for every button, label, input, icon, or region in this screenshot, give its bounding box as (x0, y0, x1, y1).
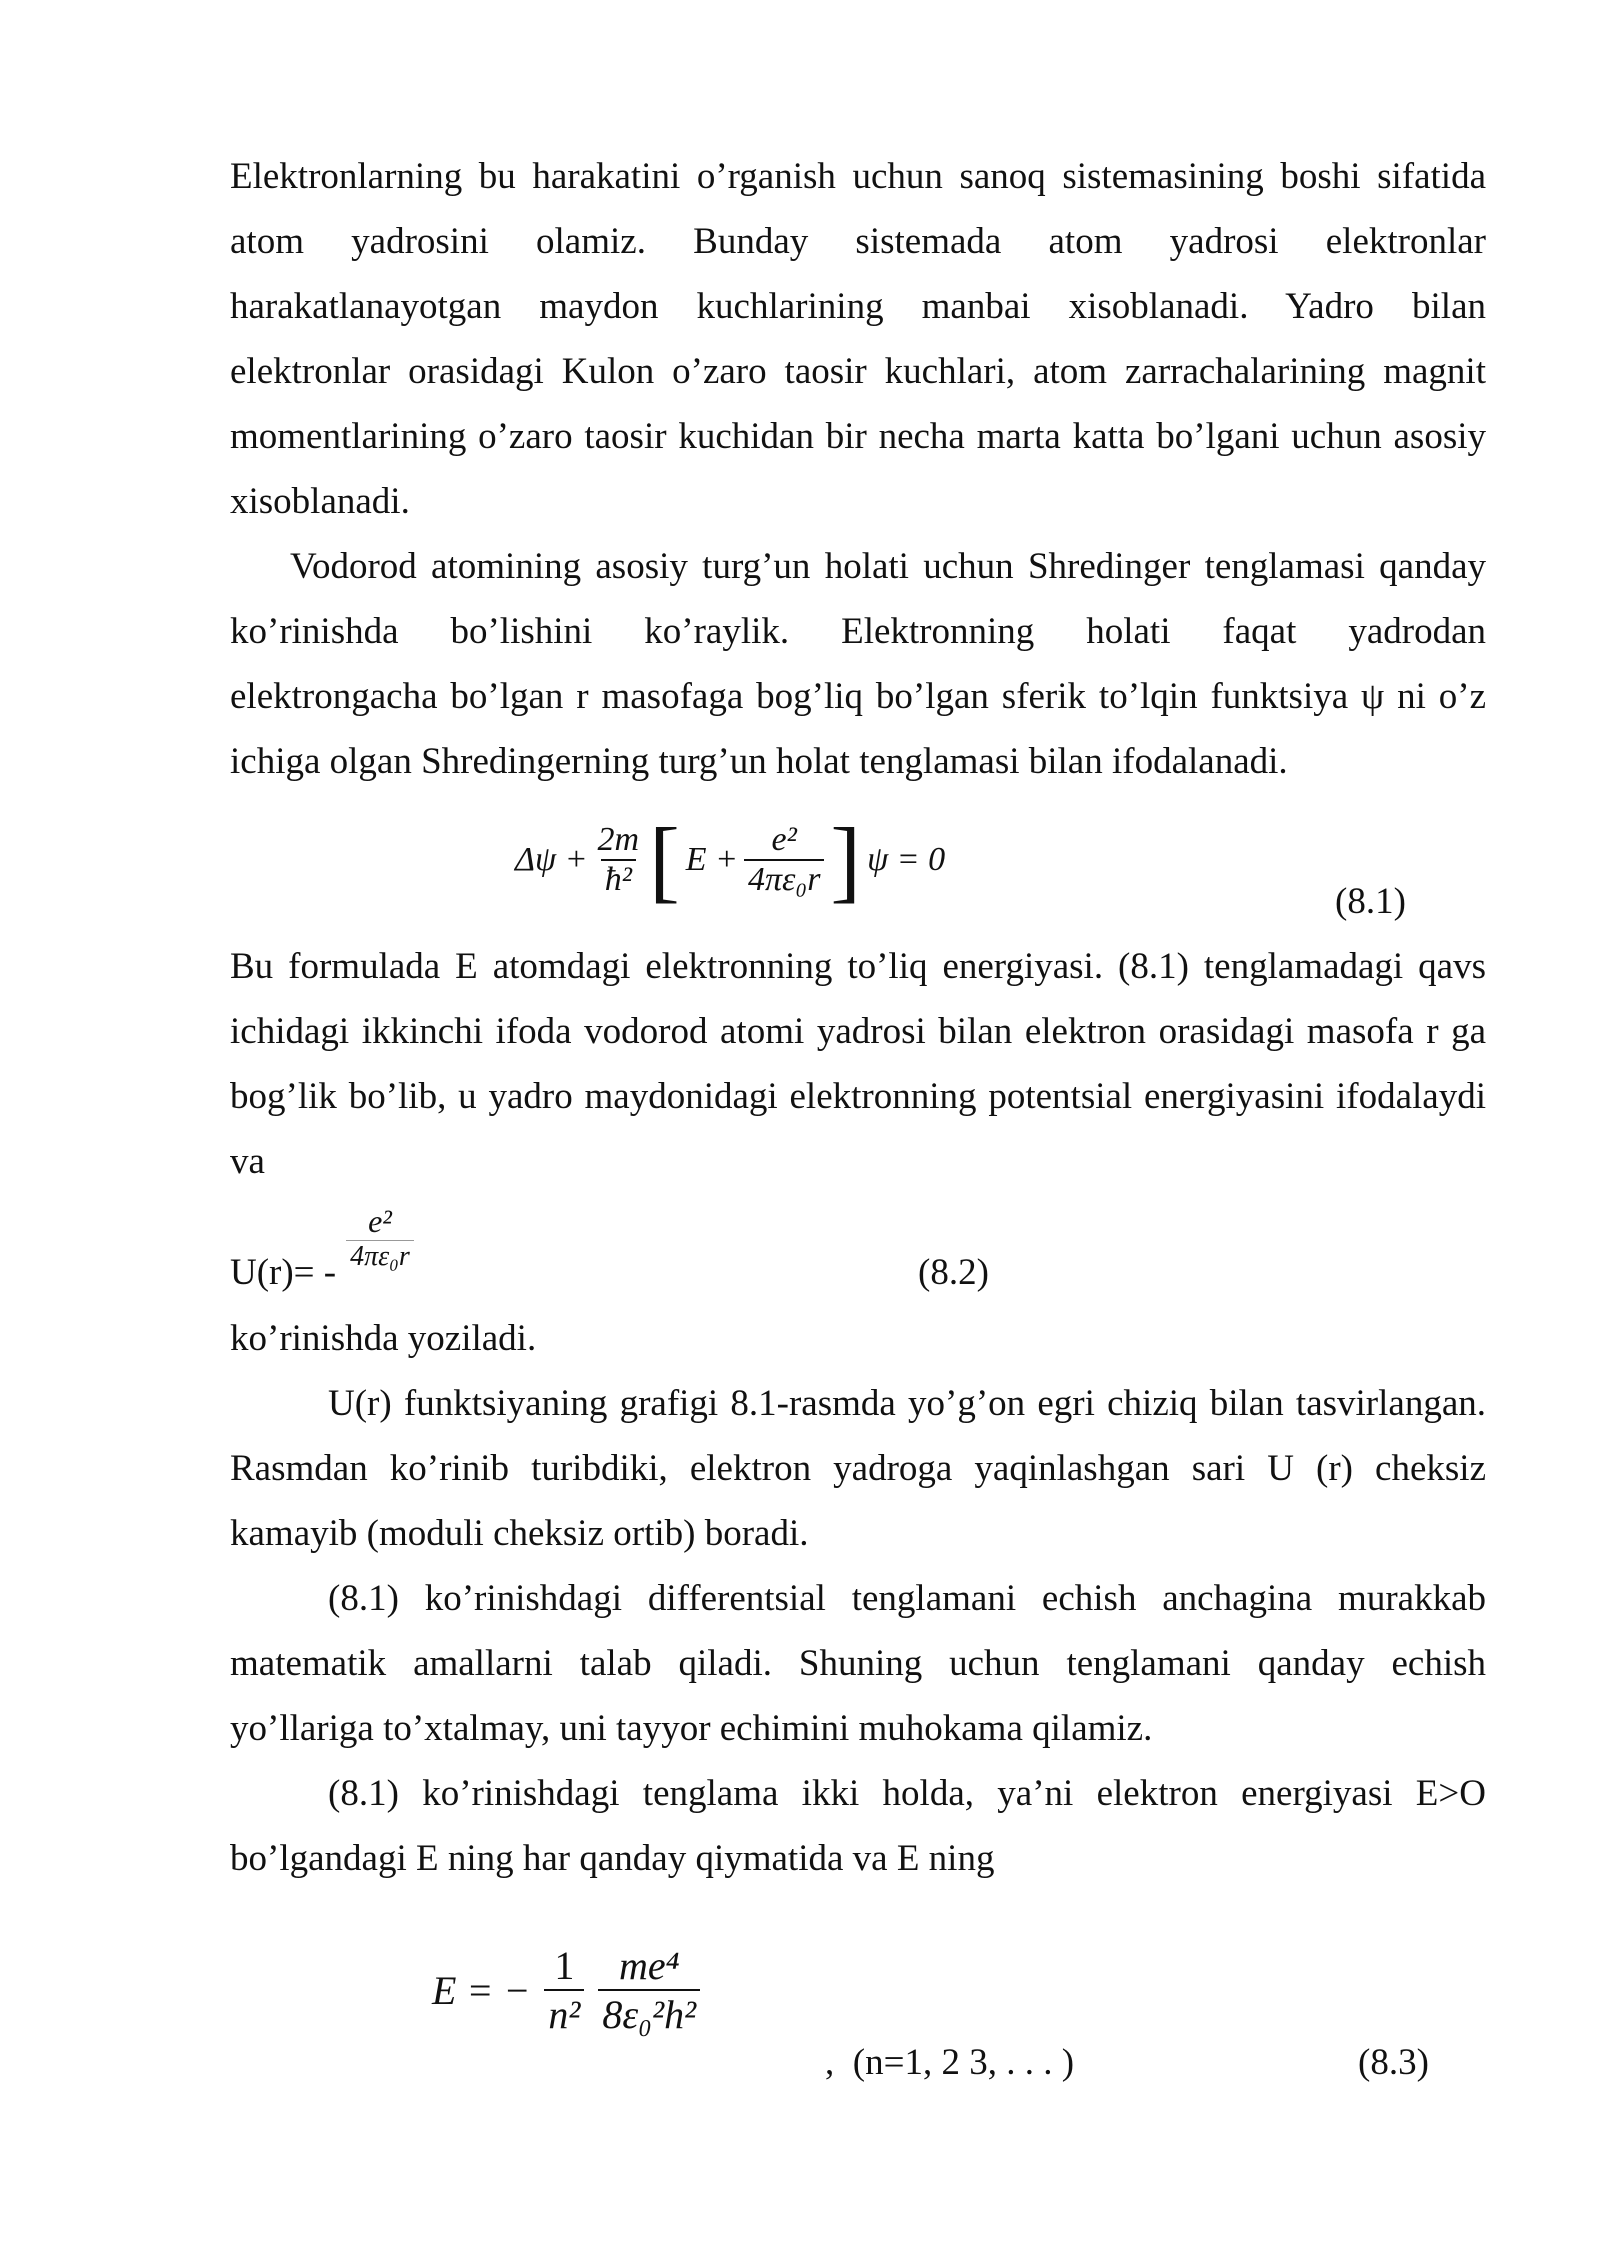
paragraph-line: yo’llariga to’xtalmay, uni tayyor echimini muhokama qilamiz. (230, 1708, 1153, 1749)
paragraph-line: bo’lgandagi E ning har qanday qiymatida va E ning (230, 1838, 995, 1879)
equation-number: (8.1) (1335, 881, 1406, 922)
paragraph-line: harakatlanayotgan maydon kuchlarining manbai xisoblanadi. Yadro bilan (230, 286, 1486, 327)
eq83-frac1-num: 1 (554, 1943, 575, 1988)
paragraph-line: va (230, 1141, 265, 1182)
paragraph-line: elektronlar orasidagi Kulon o’zaro taosir kuchlari, atom zarrachalarining magnit (230, 351, 1486, 392)
eq82-lhs: U(r)= - (230, 1252, 337, 1293)
paragraph-line: bog’lik bo’lib, u yadro maydonidagi elektronning potentsial energiyasini ifodalaydi (230, 1076, 1486, 1117)
paragraph-line: ko’rinishda yoziladi. (230, 1318, 537, 1359)
paragraph-line: kamayib (moduli cheksiz ortib) boradi. (230, 1513, 809, 1554)
eq83-frac2-num: me⁴ (618, 1943, 680, 1988)
paragraph-line: Elektronlarning bu harakatini o’rganish uchun sanoq sistemasining boshi sifatida (230, 156, 1486, 197)
right-bracket: ] (830, 809, 862, 911)
paragraph-line: (8.1) ko’rinishdagi differentsial tenglamani echish anchagina murakkab (328, 1578, 1486, 1619)
eq83-frac2-den: 8ε₀²h² (598, 1989, 700, 2038)
equation-number: (8.2) (918, 1252, 989, 1293)
paragraph-line: U(r) funktsiyaning grafigi 8.1-rasmda yo’g’on egri chiziq bilan tasvirlangan. (328, 1383, 1486, 1424)
paragraph-line: elektrongacha bo’lgan r masofaga bog’liq bo’lgan sferik to’lqin funktsiya ψ ni o’z (230, 676, 1486, 717)
eq81-inner-den: 4πε₀r (744, 859, 824, 899)
paragraph-line: xisoblanadi. (230, 481, 410, 522)
paragraph-line: momentlarining o’zaro taosir kuchidan bir necha marta katta bo’lgani uchun asosiy (230, 416, 1486, 457)
eq81-fraction (594, 821, 644, 899)
eq83-frac1-den: n² (544, 1989, 584, 2038)
left-bracket: [ (649, 809, 680, 911)
eq81-inner-fraction (744, 821, 824, 899)
paragraph-line: ichidagi ikkinchi ifoda vodorod atomi yadrosi bilan elektron orasidagi masofa r ga (230, 1011, 1486, 1052)
paragraph-line: (8.1) ko’rinishdagi tenglama ikki holda, ya’ni elektron energiyasi E>O (328, 1773, 1486, 1814)
equation-number: (8.3) (1358, 2042, 1429, 2083)
equation-8-2 (230, 1205, 414, 1295)
paragraph-line: atom yadrosini olamiz. Bunday sistemada atom yadrosi elektronlar (230, 221, 1486, 262)
paragraph-line: ichiga olgan Shredingerning turg’un holat tenglamasi bilan ifodalanadi. (230, 741, 1288, 782)
paragraph-line: Rasmdan ko’rinib turibdiki, elektron yadroga yaqinlashgan sari U (r) cheksiz (230, 1448, 1486, 1489)
eq83-fraction-2 (598, 1942, 700, 2038)
paragraph-line: Bu formulada E atomdagi elektronning to’liq energiyasi. (8.1) tenglamadagi qavs (230, 946, 1486, 987)
eq81-frac-den: ħ² (601, 859, 636, 899)
eq82-den: 4πε₀r (346, 1240, 414, 1273)
eq83-lhs: E = − (432, 1967, 531, 2013)
eq83-condition: , (n=1, 2 3, . . . ) (825, 2042, 1075, 2083)
eq81-frac-num: 2m (597, 821, 640, 858)
paragraph-line: matematik amallarni talab qiladi. Shuning uchun tenglamani qanday echish (230, 1643, 1486, 1684)
eq82-fraction (346, 1203, 414, 1273)
paragraph-line: Vodorod atomining asosiy turg’un holati uchun Shredinger tenglamasi qanday (290, 546, 1486, 587)
eq81-rhs: ψ = 0 (867, 841, 946, 878)
equation-8-1 (515, 805, 945, 915)
eq81-lhs: Δψ + (515, 841, 588, 878)
eq83-fraction-1 (544, 1942, 584, 2038)
eq82-num: e² (368, 1203, 392, 1239)
eq81-inner-num: e² (771, 821, 797, 858)
eq81-energy: E + (685, 841, 738, 878)
paragraph-line: ko’rinishda bo’lishini ko’raylik. Elektronning holati faqat yadrodan (230, 611, 1486, 652)
equation-8-3 (432, 1925, 700, 2055)
